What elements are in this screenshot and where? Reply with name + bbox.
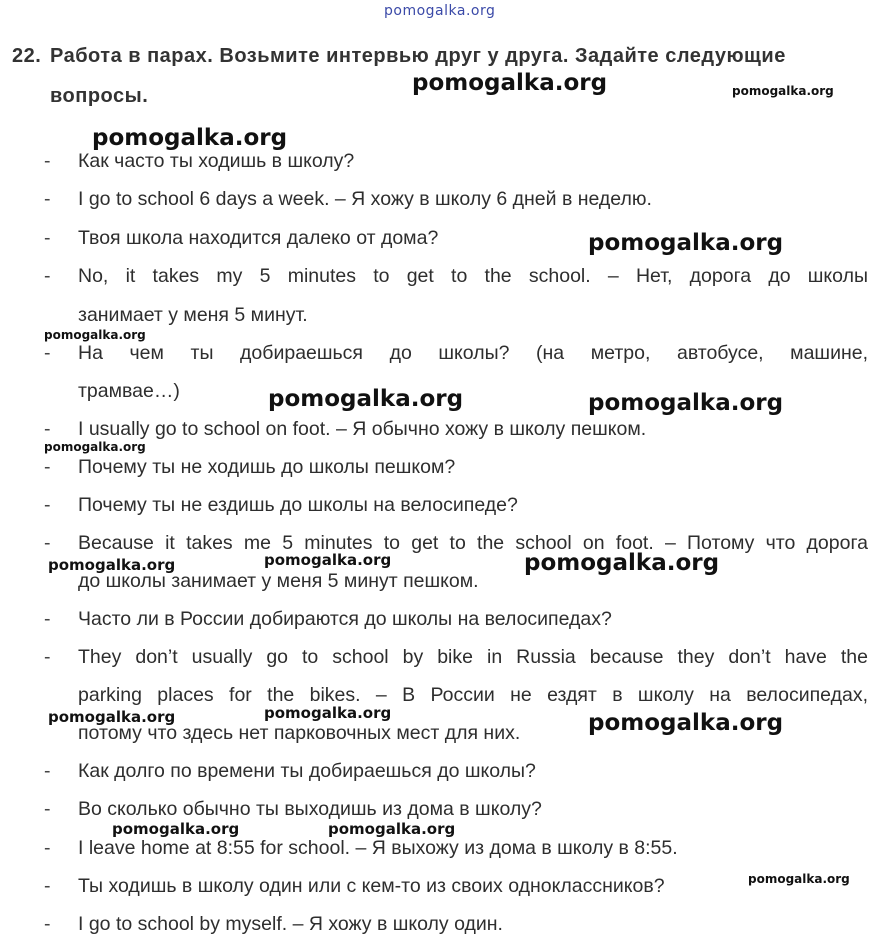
dash-bullet: - (44, 418, 51, 440)
watermark: pomogalka.org (92, 125, 288, 151)
dash-bullet: - (44, 342, 51, 364)
item-text: I go to school 6 days a week. – Я хожу в школу 6 дней в неделю. (78, 188, 652, 210)
dash-bullet: - (44, 646, 51, 668)
watermark: pomogalka.org (48, 708, 176, 726)
dash-bullet: - (44, 760, 51, 782)
item-text: до школы занимает у меня 5 минут пешком. (78, 570, 479, 592)
item-text: потому что здесь нет парковочных мест для них. (78, 722, 521, 744)
watermark: pomogalka.org (524, 550, 720, 576)
item-text: I leave home at 8:55 for school. – Я выхожу из дома в школу в 8:55. (78, 837, 678, 859)
item-text: I go to school by myself. – Я хожу в школу один. (78, 913, 503, 935)
dash-bullet: - (44, 913, 51, 935)
dash-bullet: - (44, 456, 51, 478)
item-text: Как часто ты ходишь в школу? (78, 150, 355, 172)
task-title-line1: Работа в парах. Возьмите интервью друг у друга. Задайте следующие (50, 45, 786, 67)
watermark: pomogalka.org (264, 704, 392, 722)
watermark: pomogalka.org (588, 710, 784, 736)
watermark: pomogalka.org (48, 556, 176, 574)
dash-bullet: - (44, 875, 51, 897)
item-text: I usually go to school on foot. – Я обычно хожу в школу пешком. (78, 418, 647, 440)
item-text: На чем ты добираешься до школы? (на метро, автобусе, машине, (78, 342, 868, 364)
dash-bullet: - (44, 532, 51, 554)
watermark: pomogalka.org (412, 70, 608, 96)
watermark-top: pomogalka.org (384, 3, 496, 19)
dash-bullet: - (44, 494, 51, 516)
dash-bullet: - (44, 227, 51, 249)
dash-bullet: - (44, 837, 51, 859)
item-text: parking places for the bikes. – В России не ездят в школу на велосипедах, (78, 684, 868, 706)
dash-bullet: - (44, 608, 51, 630)
item-text: Как долго по времени ты добираешься до школы? (78, 760, 536, 782)
item-text: Because it takes me 5 minutes to get to the school on foot. – Потому что дорога (78, 532, 868, 554)
item-text: Часто ли в России добираются до школы на велосипедах? (78, 608, 612, 630)
dash-bullet: - (44, 265, 51, 287)
item-text: Ты ходишь в школу один или с кем-то из своих одноклассников? (78, 875, 665, 897)
task-title-line2: вопросы. (50, 85, 149, 107)
item-text: Во сколько обычно ты выходишь из дома в школу? (78, 798, 542, 820)
item-text: They don’t usually go to school by bike in Russia because they don’t have the (78, 646, 868, 668)
task-number: 22. (12, 45, 42, 67)
watermark: pomogalka.org (268, 386, 464, 412)
item-text: трамвае…) (78, 380, 180, 402)
watermark: pomogalka.org (748, 872, 850, 886)
watermark: pomogalka.org (328, 820, 456, 838)
dash-bullet: - (44, 150, 51, 172)
item-text: Твоя школа находится далеко от дома? (78, 227, 439, 249)
watermark: pomogalka.org (588, 230, 784, 256)
watermark: pomogalka.org (264, 551, 392, 569)
watermark: pomogalka.org (112, 820, 240, 838)
dash-bullet: - (44, 188, 51, 210)
item-text: Почему ты не ходишь до школы пешком? (78, 456, 456, 478)
task-heading (12, 36, 870, 116)
watermark: pomogalka.org (44, 440, 146, 454)
watermark: pomogalka.org (732, 84, 834, 98)
watermark: pomogalka.org (588, 390, 784, 416)
item-text: No, it takes my 5 minutes to get to the school. – Нет, дорога до школы (78, 265, 868, 287)
item-text: занимает у меня 5 минут. (78, 304, 308, 326)
dash-bullet: - (44, 798, 51, 820)
item-text: Почему ты не ездишь до школы на велосипеде? (78, 494, 518, 516)
watermark: pomogalka.org (44, 328, 146, 342)
